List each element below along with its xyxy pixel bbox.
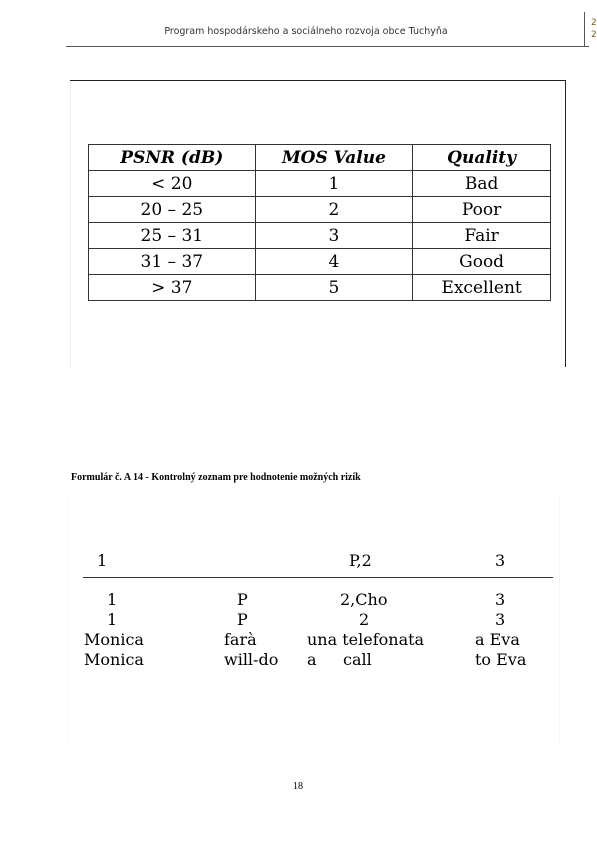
table-row	[89, 223, 551, 249]
side-number: 2	[591, 30, 597, 40]
psnr-mos-table	[88, 144, 551, 301]
psnr-cell: 31 – 37	[89, 249, 256, 275]
gloss-cell: a	[307, 650, 317, 669]
header-rule	[66, 46, 589, 47]
table-row	[89, 197, 551, 223]
column-header-quality: Quality	[413, 145, 551, 171]
mos-cell: 4	[255, 249, 413, 275]
header-side-numbers	[584, 12, 595, 46]
gloss-cell: to Eva	[475, 650, 527, 669]
gloss-cell: una telefonata	[307, 630, 425, 649]
quality-cell: Bad	[413, 171, 551, 197]
gloss-cell: 1	[107, 610, 118, 629]
gloss-header-cell: 1	[97, 551, 108, 570]
side-number: 2	[591, 18, 597, 28]
column-header-mos: MOS Value	[255, 145, 413, 171]
mos-cell: 3	[255, 223, 413, 249]
mos-cell: 1	[255, 171, 413, 197]
mos-figure	[70, 80, 566, 367]
gloss-cell: 2	[359, 610, 370, 629]
page-number: 18	[293, 781, 303, 792]
gloss-cell: call	[343, 650, 372, 669]
gloss-figure	[68, 495, 560, 745]
table-header-row	[89, 145, 551, 171]
gloss-cell: P	[237, 610, 248, 629]
gloss-cell: 3	[495, 590, 506, 609]
mos-cell: 5	[255, 275, 413, 301]
gloss-cell: a Eva	[475, 630, 520, 649]
gloss-header-cell: 3	[495, 551, 506, 570]
gloss-cell: will-do	[224, 650, 279, 669]
gloss-rule	[83, 577, 553, 578]
quality-cell: Fair	[413, 223, 551, 249]
psnr-cell: > 37	[89, 275, 256, 301]
psnr-cell: 20 – 25	[89, 197, 256, 223]
gloss-cell: Monica	[84, 630, 144, 649]
table-row	[89, 171, 551, 197]
gloss-cell: 1	[107, 590, 118, 609]
gloss-cell: 2,Cho	[340, 590, 388, 609]
quality-cell: Excellent	[413, 275, 551, 301]
quality-cell: Good	[413, 249, 551, 275]
gloss-cell: farà	[224, 630, 257, 649]
form-caption: Formulár č. A 14 - Kontrolný zoznam pre hodnotenie možných rizík	[71, 472, 361, 483]
gloss-cell: P	[237, 590, 248, 609]
mos-cell: 2	[255, 197, 413, 223]
table-row	[89, 249, 551, 275]
psnr-cell: < 20	[89, 171, 256, 197]
document-title: Program hospodárskeho a sociálneho rozvoja obce Tuchyňa	[164, 26, 448, 37]
gloss-header-cell: P,2	[349, 551, 372, 570]
quality-cell: Poor	[413, 197, 551, 223]
column-header-psnr: PSNR (dB)	[89, 145, 256, 171]
table-row	[89, 275, 551, 301]
gloss-cell: 3	[495, 610, 506, 629]
psnr-cell: 25 – 31	[89, 223, 256, 249]
gloss-cell: Monica	[84, 650, 144, 669]
